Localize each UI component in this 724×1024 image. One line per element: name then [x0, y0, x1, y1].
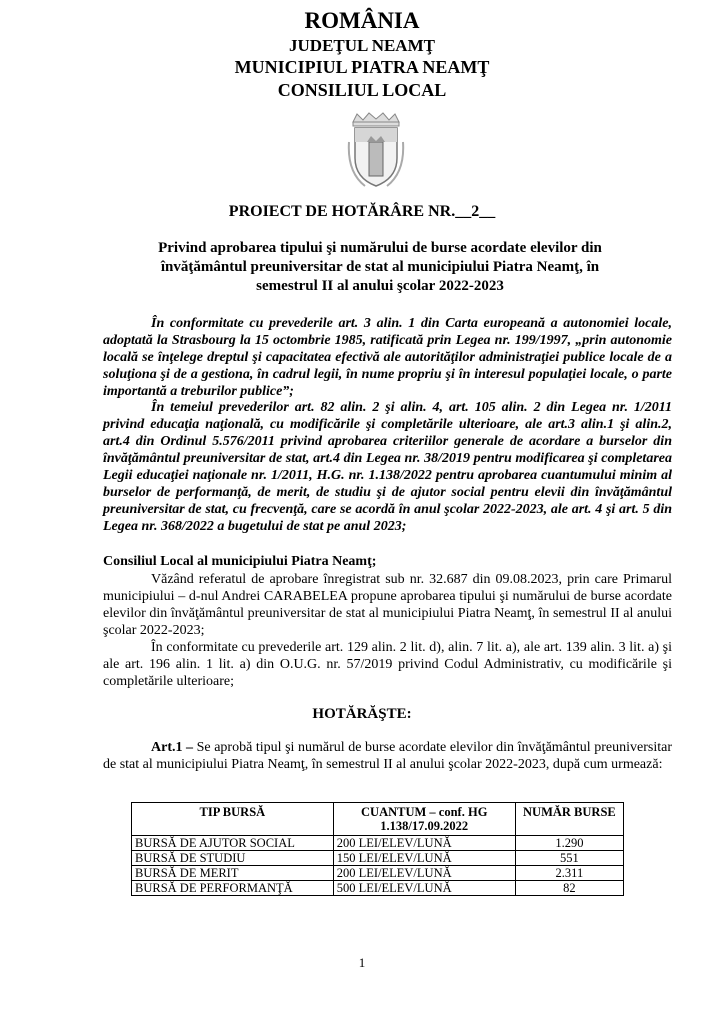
table-cell: 500 LEI/ELEV/LUNĂ	[333, 881, 515, 896]
table-cell: 551	[515, 851, 623, 866]
table-cell: 150 LEI/ELEV/LUNĂ	[333, 851, 515, 866]
table-cell: BURSĂ DE PERFORMANŢĂ	[132, 881, 334, 896]
coat-of-arms-icon	[347, 112, 405, 192]
table-row	[132, 851, 624, 866]
table-cell: 200 LEI/ELEV/LUNĂ	[333, 836, 515, 851]
table-cell: BURSĂ DE AJUTOR SOCIAL	[132, 836, 334, 851]
decides-heading: HOTĂRĂŞTE:	[312, 706, 412, 722]
table-cell: 1.290	[515, 836, 623, 851]
preamble-paragraph-1: În conformitate cu prevederile art. 3 alin. 1 din Carta europeană a autonomiei locale, adoptată la Strasbourg la 15 octombrie 1985, ratificată prin Legea nr. 199/1997, „prin autonomie locală se înţelege dreptul şi capacitatea efectivă ale autorităţilor administraţiei publice locale de a soluţiona şi de a gestiona, în cadrul legii, în nume propriu şi în interesul populaţiei locale, o parte importantă a treburilor publice”;	[103, 316, 672, 399]
project-title: PROIECT DE HOTĂRÂRE NR.__2__	[228, 203, 496, 220]
table-cell: 200 LEI/ELEV/LUNĂ	[333, 866, 515, 881]
table-cell: 2.311	[515, 866, 623, 881]
table-cell: BURSĂ DE STUDIU	[132, 851, 334, 866]
article-1	[103, 739, 672, 773]
referral-paragraph: Văzând referatul de aprobare înregistrat sub nr. 32.687 din 09.08.2023, prin care Primarul municipiului – d-nul Andrei CARABELEA propune aprobarea tipului şi numărului de burse acordate elevilor din învăţământul preuniversitar de stat al municipiului Piatra Neamţ, în semestrul II al anului şcolar 2022-2023;	[103, 572, 672, 638]
article-1-label: Art.1 –	[151, 740, 194, 755]
page-number: 1	[358, 955, 366, 970]
council-line: Consiliul Local al municipiului Piatra Neamţ;	[103, 554, 377, 569]
table-header-row	[132, 803, 624, 836]
header-council: CONSILIUL LOCAL	[277, 80, 447, 100]
header-country: ROMÂNIA	[304, 8, 420, 33]
column-header: CUANTUM – conf. HG 1.138/17.09.2022	[333, 803, 515, 836]
subject: Privind aprobarea tipului şi numărului de burse acordate elevilor din învăţământul preuniversitar de stat al municipiului Piatra Neamţ, în semestrul II al anului şcolar 2022-2023	[158, 240, 602, 294]
table-cell: BURSĂ DE MERIT	[132, 866, 334, 881]
table-cell: 82	[515, 881, 623, 896]
table-row	[132, 866, 624, 881]
column-header: NUMĂR BURSE	[515, 803, 623, 836]
preamble-paragraph-2: În temeiul prevederilor art. 82 alin. 2 şi alin. 4, art. 105 alin. 2 din Legea nr. 1/2011 privind educaţia naţională, cu modificările şi completările ulterioare, ale art.3 alin.1 şi alin.2, art.4 din Ordinul 5.576/2011 privind aprobarea criteriilor generale de acordare a burselor din învăţământul preuniversitar de stat, art.4 din Legea nr. 38/2019 pentru modificarea şi completarea Legii educaţiei naţionale nr. 1/2011, H.G. nr. 1.138/2022 pentru aprobarea cuantumului minim al burselor de performanţă, de merit, de studiu şi de ajutor social pentru elevii din învăţământul preuniversitar de stat, cu frecvenţă, care se acordă în anul şcolar 2022-2023, ale art. 4 şi art. 5 din Legea nr. 368/2022 a bugetului de stat pe anul 2023;	[103, 400, 672, 534]
scholarship-table	[131, 802, 624, 896]
legal-basis-paragraph: În conformitate cu prevederile art. 129 alin. 2 lit. d), alin. 7 lit. a), ale art. 139 alin. 3 lit. a) şi ale art. 196 alin. 1 lit. a) din O.U.G. nr. 57/2019 privind Codul Administrativ, cu modificările şi completările ulterioare;	[103, 640, 672, 689]
header-county: JUDEŢUL NEAMŢ	[289, 36, 435, 55]
table-row	[132, 836, 624, 851]
table-row	[132, 881, 624, 896]
article-1-text: Se aprobă tipul şi numărul de burse acordate elevilor din învăţământul preuniversitar de stat al municipiului Piatra Neamţ, în semestrul II al anului şcolar 2022-2023, după cum urmează:	[103, 740, 672, 772]
column-header: TIP BURSĂ	[132, 803, 334, 836]
header-municipality: MUNICIPIUL PIATRA NEAMŢ	[234, 57, 490, 77]
